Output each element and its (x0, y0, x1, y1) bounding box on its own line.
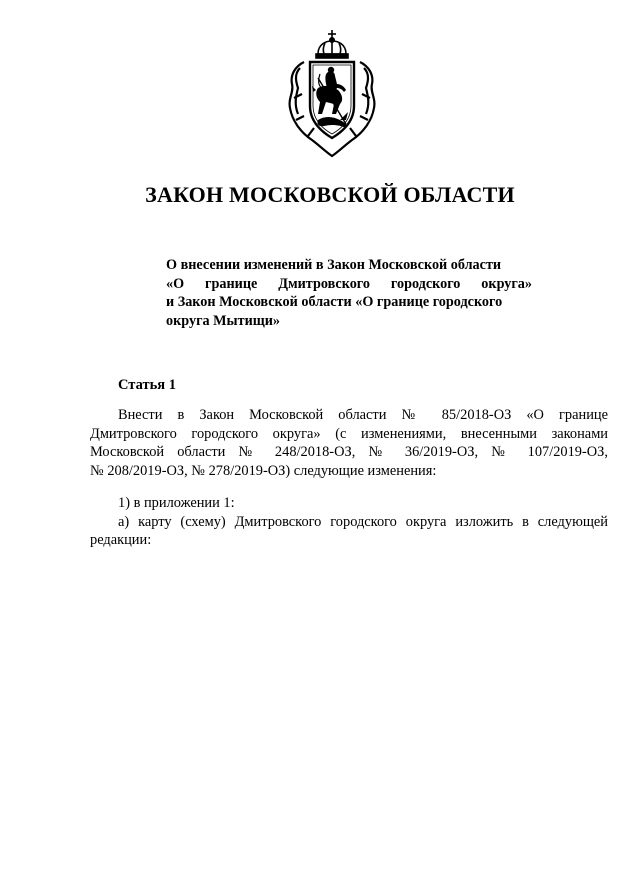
subject-line: О внесении изменений в Закон Московской области (166, 257, 502, 273)
paragraph-line: Московской области № 248/2018-ОЗ, № 36/2019-ОЗ, № 107/2019-ОЗ, (90, 444, 608, 461)
item-a-line: редакции: (90, 532, 152, 549)
law-subject (166, 256, 532, 330)
article-paragraph (90, 406, 608, 480)
item-a-line: а) карту (схему) Дмитровского городского округа изложить в следующей (118, 513, 608, 530)
coat-of-arms-icon (282, 28, 382, 160)
subject-line: и Закон Московской области «О границе городского (166, 294, 503, 310)
paragraph-line: Внести в Закон Московской области № 85/2018-ОЗ «О границе (118, 407, 608, 423)
article-items (90, 494, 608, 550)
paragraph-line: Дмитровского городского округа» (с изменениями, внесенными законами (90, 425, 608, 442)
law-title: ЗАКОН МОСКОВСКОЙ ОБЛАСТИ (145, 182, 515, 207)
item-1: 1) в приложении 1: (118, 495, 235, 511)
paragraph-line: № 208/2019-ОЗ, № 278/2019-ОЗ) следующие изменения: (90, 462, 437, 479)
article-heading: Статья 1 (118, 377, 176, 393)
subject-line: округа Мытищи» (166, 312, 281, 329)
subject-line: «О границе Дмитровского городского округа» (166, 275, 532, 292)
